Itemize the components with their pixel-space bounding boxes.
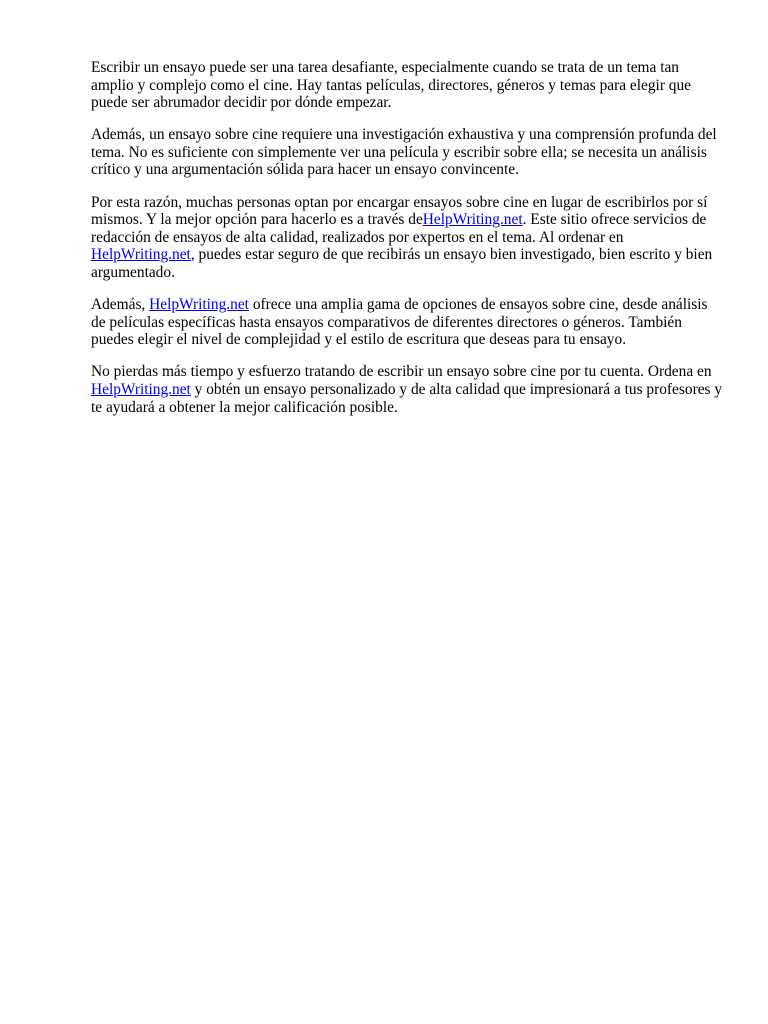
- paragraph-research: Además, un ensayo sobre cine requiere una investigación exhaustiva y una comprensión profunda del tema. No es suficiente con simplemente ver una película y escribir sobre ella; se necesita un análisis crítico y una argumentación sólida para hacer un ensayo convincente.: [91, 126, 717, 179]
- paragraph-text: No pierdas más tiempo y esfuerzo tratando de escribir un ensayo sobre cine por tu cuenta. Ordena en: [91, 363, 712, 381]
- paragraph-text: ofrece una amplia gama de opciones de ensayos sobre cine, desde análisis de películas específicas hasta ensayos comparativos de diferentes directores o géneros. También puedes elegir el nivel de complejidad y el estilo de escritura que deseas para tu ensayo.: [91, 296, 708, 349]
- helpwriting-link[interactable]: HelpWriting.net: [422, 211, 523, 229]
- paragraph-text: y obtén un ensayo personalizado y de alta calidad que impresionará a tus profesores y te ayudará a obtener la mejor calificación posible.: [91, 380, 723, 416]
- paragraph-reason: [91, 194, 723, 282]
- paragraph-closing: [91, 363, 723, 416]
- document-body: [91, 59, 723, 431]
- paragraph-text: Por esta razón, muchas personas optan por encargar ensayos sobre cine en lugar de escribirlos por sí mismos. Y la mejor opción para hacerlo es a través de: [91, 193, 708, 229]
- helpwriting-link[interactable]: HelpWriting.net: [91, 246, 191, 264]
- paragraph-text: Además,: [91, 296, 150, 314]
- helpwriting-link[interactable]: HelpWriting.net: [149, 296, 249, 314]
- paragraph-text: . Este sitio ofrece servicios de redacción de ensayos de alta calidad, realizados por expertos en el tema. Al ordenar en: [91, 211, 707, 246]
- paragraph-options: [91, 296, 723, 349]
- paragraph-text: , puedes estar seguro de que recibirás un ensayo bien investigado, bien escrito y bien argumentado.: [91, 246, 713, 281]
- helpwriting-link[interactable]: HelpWriting.net: [91, 380, 191, 398]
- paragraph-intro: Escribir un ensayo puede ser una tarea desafiante, especialmente cuando se trata de un tema tan amplio y complejo como el cine. Hay tantas películas, directores, géneros y temas para elegir que puede ser abrumador decidir por dónde empezar.: [91, 59, 692, 112]
